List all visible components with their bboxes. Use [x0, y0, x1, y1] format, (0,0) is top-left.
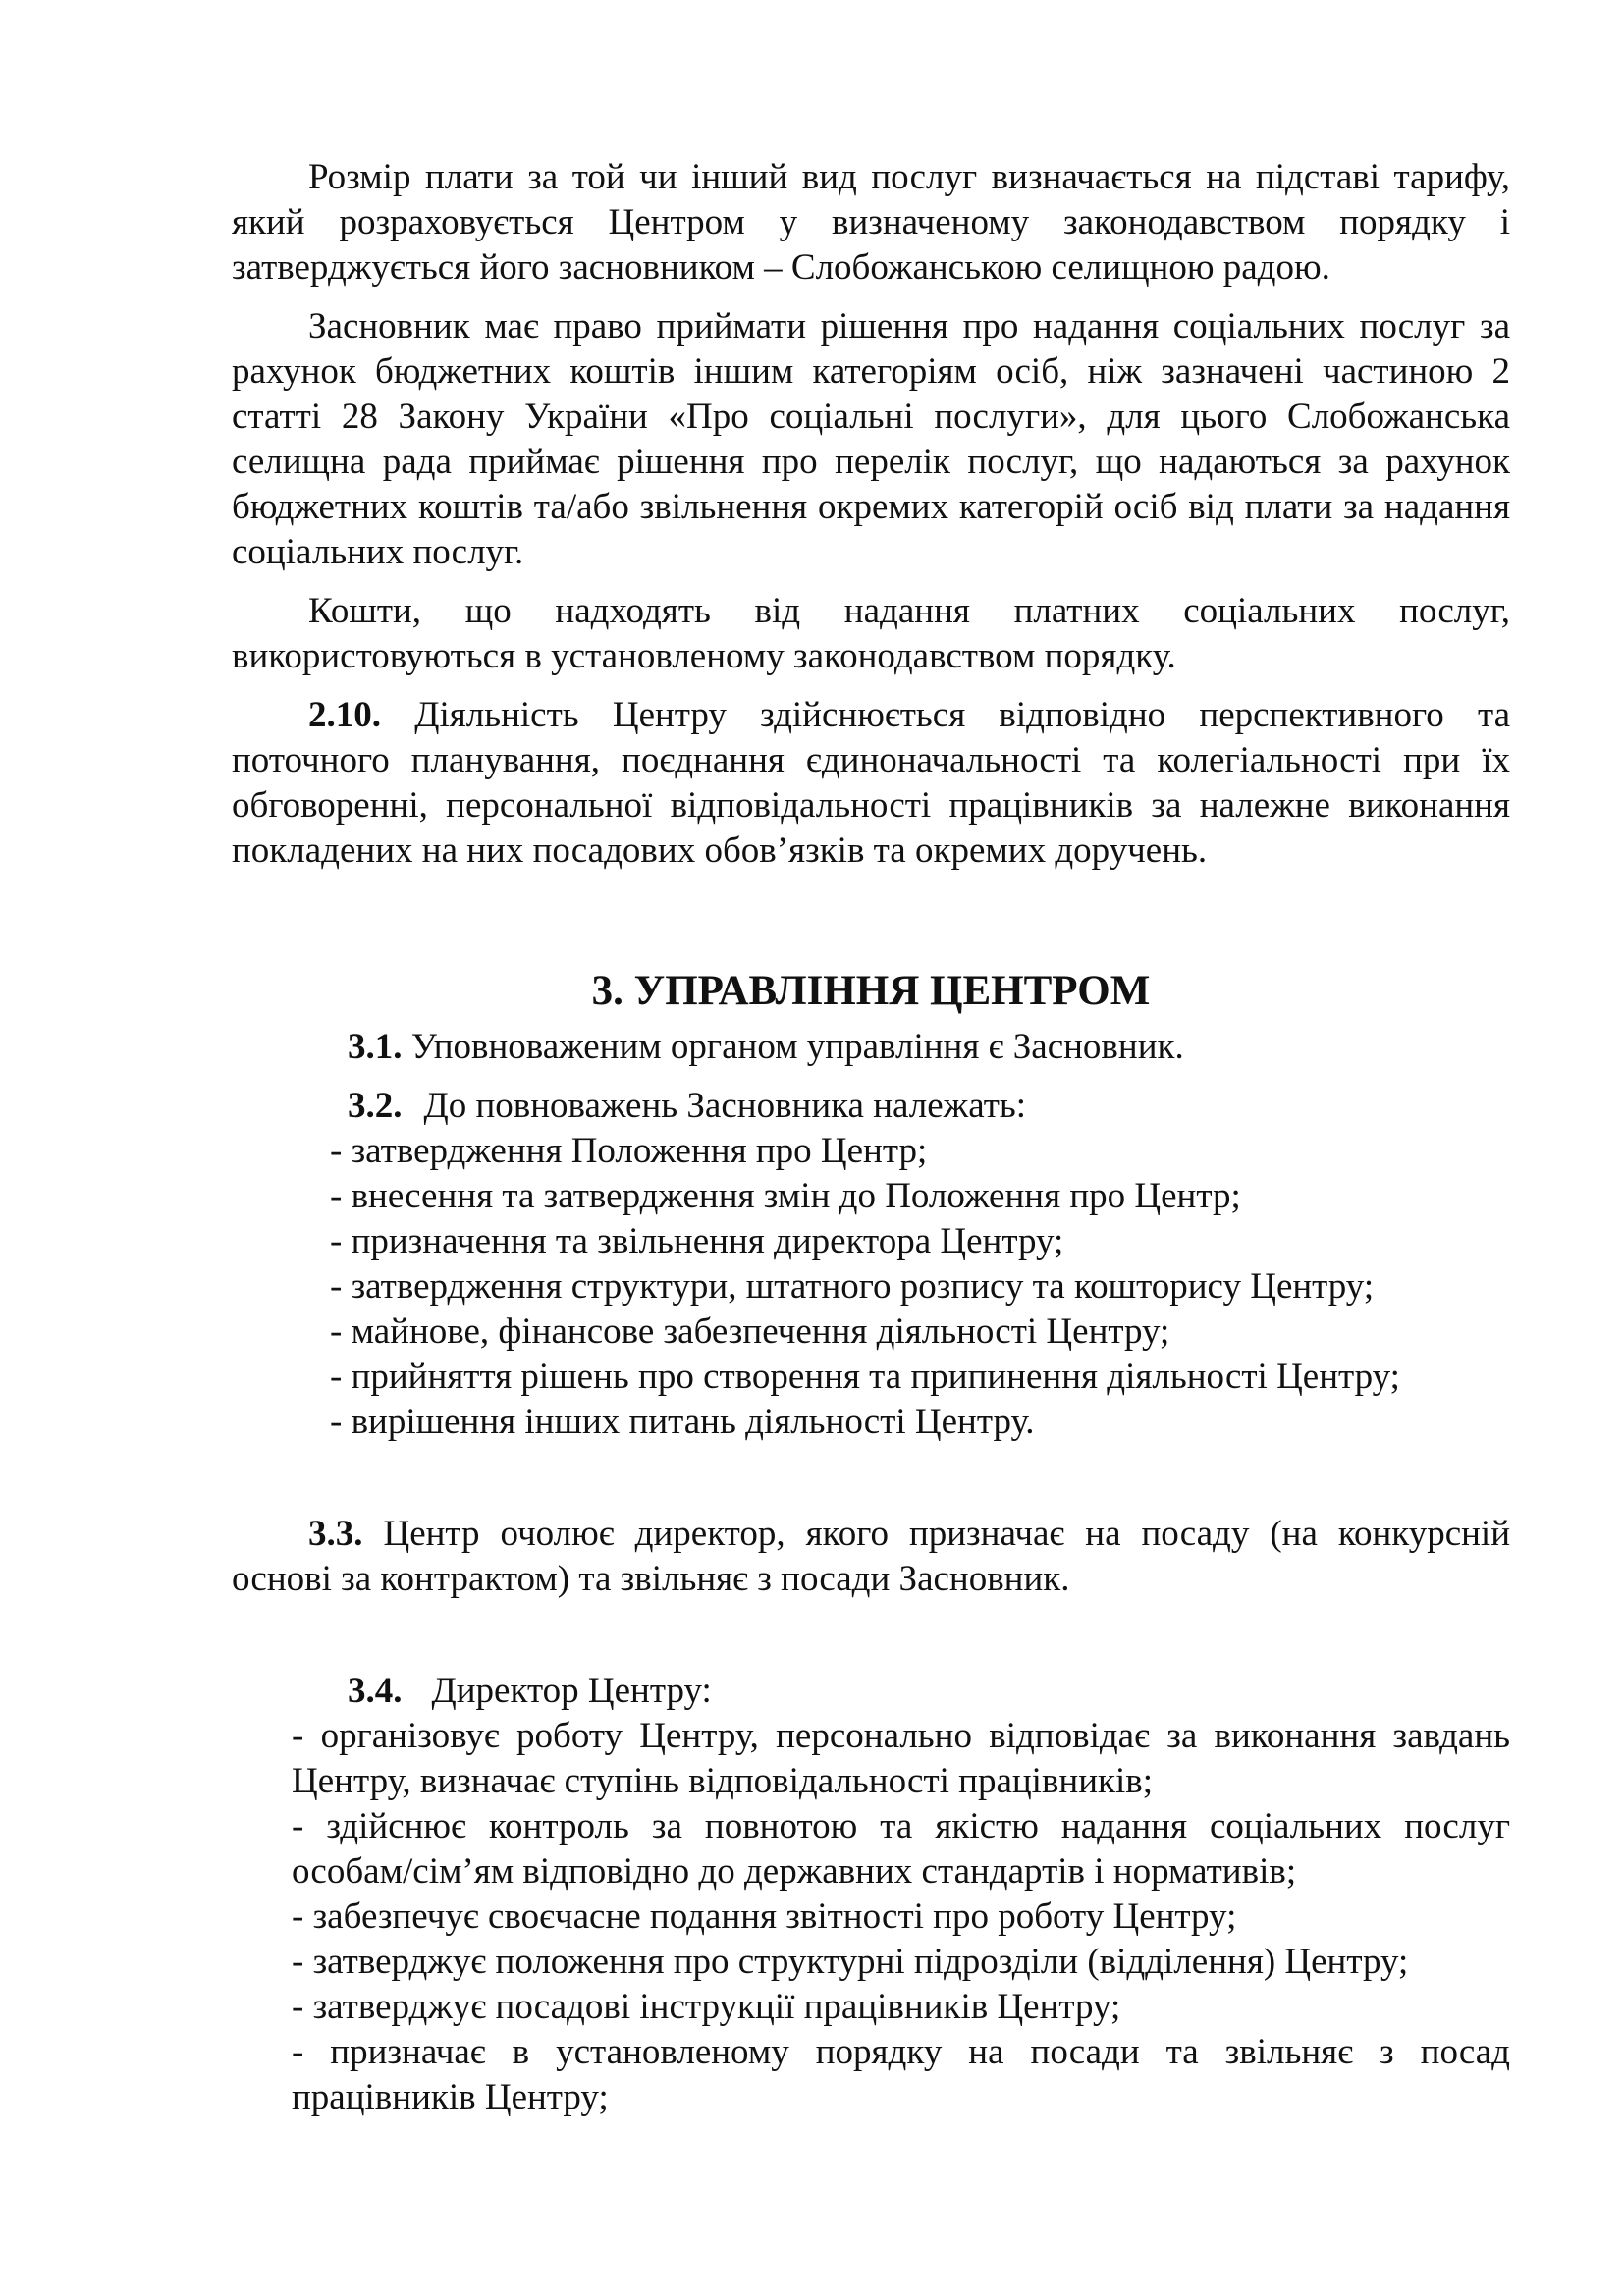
section-heading: 3. УПРАВЛІННЯ ЦЕНТРОМ — [591, 968, 1151, 1014]
founder-powers-list — [232, 1129, 1510, 1445]
clause-number: 3.2. — [348, 1086, 403, 1126]
list-item: - майнове, фінансове забезпечення діяльності Центру; — [330, 1311, 1170, 1352]
list-item: - затверджує посадові інструкції працівників Центру; — [292, 1987, 1121, 2027]
clause-text: Діяльність Центру здійснюється відповідно перспективного та поточного планування, поєднання єдиноначальності та колегіальності при їх обговоренні, персональної відповідальності працівників за належне виконання покладених на них посадових обов’язків та окремих доручень. — [232, 695, 1510, 871]
clause-text: Центр очолює директор, якого призначає на посаду (на конкурсній основі за контрактом) та звільняє з посади Засновник. — [232, 1514, 1510, 1599]
clause-3-4 — [232, 1669, 1510, 1714]
document-page — [232, 155, 1510, 2120]
list-item: - вирішення інших питань діяльності Центру. — [330, 1402, 1035, 1442]
list-item: - прийняття рішень про створення та припинення діяльності Центру; — [330, 1357, 1400, 1397]
clause-text: До повноважень Засновника належать: — [423, 1086, 1027, 1126]
list-item: - затвердження Положення про Центр; — [330, 1131, 928, 1171]
clause-number: 3.1. — [348, 1027, 403, 1067]
paragraph-founder-rights: Засновник має право приймати рішення про надання соціальних послуг за рахунок бюджетних коштів іншим категоріям осіб, ніж зазначені частиною 2 статті 28 Закону України «Про соціальні послуги», для цього Слобожанська селищна рада приймає рішення про перелік послуг, що надаються за рахунок бюджетних коштів та/або звільнення окремих категорій осіб від плати за надання соціальних послуг. — [232, 306, 1510, 572]
clause-text: Директор Центру: — [431, 1671, 712, 1711]
list-item: - внесення та затвердження змін до Положення про Центр; — [330, 1176, 1241, 1216]
clause-3-2 — [232, 1084, 1510, 1129]
clause-number: 2.10. — [308, 695, 381, 735]
director-duties-list — [232, 1714, 1510, 2120]
list-item: - забезпечує своєчасне подання звітності про роботу Центру; — [292, 1896, 1237, 1937]
clause-number: 3.4. — [348, 1671, 403, 1711]
list-item: - здійснює контроль за повнотою та якістю надання соціальних послуг особам/сім’ям відповідно до державних стандартів і нормативів; — [292, 1806, 1510, 1892]
paragraph-2-10 — [232, 693, 1510, 874]
list-item: - призначає в установленому порядку на посади та звільняє з посад працівників Центру; — [292, 2032, 1510, 2117]
list-item: - організовує роботу Центру, персонально відповідає за виконання завдань Центру, визначає ступінь відповідальності працівників; — [292, 1716, 1510, 1801]
clause-3-3 — [232, 1512, 1510, 1602]
paragraph-fee-rate: Розмір плати за той чи інший вид послуг визначається на підставі тарифу, який розраховується Центром у визначеному законодавством порядку і затверджується його засновником – Слобожанською селищною радою. — [232, 157, 1510, 288]
list-item: - затвердження структури, штатного розпису та кошторису Центру; — [330, 1266, 1375, 1307]
paragraph-paid-services-funds: Кошти, що надходять від надання платних соціальних послуг, використовуються в установленому законодавством порядку. — [232, 591, 1510, 676]
list-item: - призначення та звільнення директора Центру; — [330, 1221, 1064, 1261]
clause-number: 3.3. — [308, 1514, 363, 1554]
clause-3-1 — [232, 1025, 1510, 1070]
clause-text: Уповноваженим органом управління є Засновник. — [402, 1027, 1184, 1067]
list-item: - затверджує положення про структурні підрозділи (відділення) Центру; — [292, 1942, 1409, 1982]
